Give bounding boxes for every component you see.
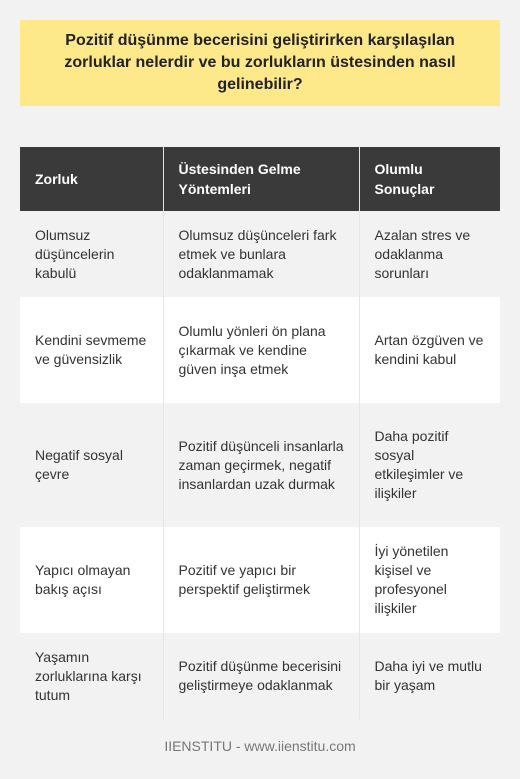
table-row	[20, 297, 500, 403]
table-cell: Olumsuz düşüncelerin kabulü	[20, 211, 163, 297]
table-cell: Daha pozitif sosyal etkileşimler ve ilişkiler	[359, 403, 500, 527]
page-title: Pozitif düşünme becerisini geliştirirken karşılaşılan zorluklar nelerdir ve bu zorlukların üstesinden nasıl gelinebilir?	[64, 32, 456, 93]
table-cell: Olumsuz düşünceleri fark etmek ve bunlara odaklanmamak	[163, 211, 359, 297]
table-row	[20, 403, 500, 527]
table-cell: Negatif sosyal çevre	[20, 403, 163, 527]
table-cell: İyi yönetilen kişisel ve profesyonel ilişkiler	[359, 527, 500, 633]
challenges-table	[20, 147, 500, 719]
table-cell: Artan özgüven ve kendini kabul	[359, 297, 500, 403]
table-row	[20, 527, 500, 633]
table-row	[20, 633, 500, 719]
table-cell: Pozitif düşünceli insanlarla zaman geçirmek, negatif insanlardan uzak durmak	[163, 403, 359, 527]
table-row	[20, 211, 500, 297]
table-cell: Olumlu yönleri ön plana çıkarmak ve kendine güven inşa etmek	[163, 297, 359, 403]
table-cell: Yaşamın zorluklarına karşı tutum	[20, 633, 163, 719]
table-cell: Pozitif ve yapıcı bir perspektif geliştirmek	[163, 527, 359, 633]
table-cell: Yapıcı olmayan bakış açısı	[20, 527, 163, 633]
title-banner	[20, 20, 500, 106]
table-cell: Daha iyi ve mutlu bir yaşam	[359, 633, 500, 719]
header-sonuclar: Olumlu Sonuçlar	[359, 147, 500, 211]
footer-credit: IIENSTITU - www.iienstitu.com	[164, 738, 356, 754]
table-header-row	[20, 147, 500, 211]
table-cell: Kendini sevmeme ve güvensizlik	[20, 297, 163, 403]
table-cell: Azalan stres ve odaklanma sorunları	[359, 211, 500, 297]
header-yontemler: Üstesinden Gelme Yöntemleri	[163, 147, 359, 211]
header-zorluk: Zorluk	[20, 147, 163, 211]
table-cell: Pozitif düşünme becerisini geliştirmeye odaklanmak	[163, 633, 359, 719]
